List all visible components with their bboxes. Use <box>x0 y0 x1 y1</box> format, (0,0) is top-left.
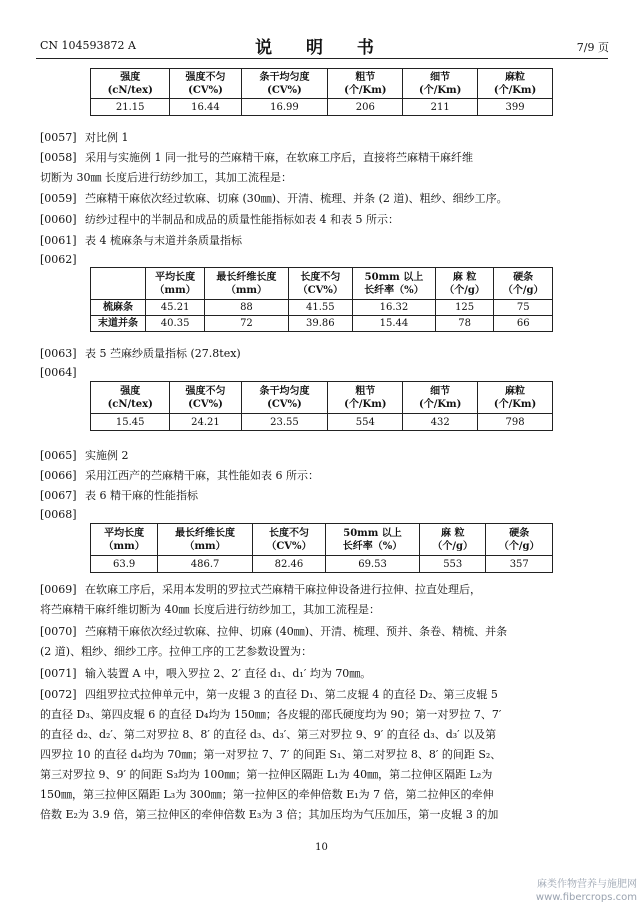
paragraph-0057 <box>40 128 610 148</box>
paragraph-text: 将苎麻精干麻纤维切断为 40㎜ 长度后进行纺纱加工，其加工流程是： <box>40 603 380 616</box>
paragraph-0067 <box>40 486 610 506</box>
table-header-cell: 细节 (个/Km) <box>403 382 478 414</box>
table-header-cell: 长度不匀 （CV%） <box>252 524 325 556</box>
page-indicator: 7/9 页 <box>576 41 609 54</box>
table-header-cell: 粗节 (个/Km) <box>328 69 403 99</box>
table-cell: 399 <box>478 99 553 116</box>
paragraph-tag: [0065] <box>40 449 77 462</box>
paragraph-tag: [0066] <box>40 469 77 482</box>
table-5-yarn-quality <box>90 381 553 431</box>
paragraph-0065 <box>40 446 610 466</box>
paragraph-tag: [0062] <box>40 253 77 266</box>
paragraph-0071 <box>40 664 610 684</box>
table-cell: 15.44 <box>353 316 436 332</box>
paragraph-tag: [0070] <box>40 625 77 638</box>
table-header-cell: 强度 (cN/tex) <box>91 382 170 414</box>
paragraph-text: 苎麻精干麻依次经过软麻、切麻 (30㎜)、开清、梳理、并条 (2 道)、粗纱、细纱工序。 <box>85 192 508 205</box>
paragraph-0063 <box>40 344 610 364</box>
paragraph-0059 <box>40 189 610 209</box>
table-header-cell: 平均长度 （mm） <box>146 268 205 300</box>
paragraph-tag: [0059] <box>40 192 77 205</box>
table-header-cell: 长度不匀 （CV%） <box>288 268 352 300</box>
table-cell: 39.86 <box>288 316 352 332</box>
table-header-cell: 平均长度 （mm） <box>91 524 158 556</box>
paragraph-tag: [0058] <box>40 151 77 164</box>
paragraph-0069 <box>40 580 610 620</box>
paragraph-text: 苎麻精干麻依次经过软麻、拉伸、切麻 (40㎜)、开清、梳理、预并、条卷、精梳、并条 <box>85 625 508 638</box>
page-number: 10 <box>315 842 328 853</box>
table-cell: 16.32 <box>353 300 436 316</box>
table-cell: 66 <box>494 316 553 332</box>
table-cell: 82.46 <box>252 556 325 573</box>
table-header-cell: 细节 (个/Km) <box>403 69 478 99</box>
watermark <box>536 878 637 904</box>
table-cell: 72 <box>205 316 288 332</box>
table-caption: 表 5 苎麻纱质量指标 (27.8tex) <box>85 347 241 360</box>
table-header-cell: 强度 (cN/tex) <box>91 69 170 99</box>
table-row <box>91 316 553 332</box>
table-header-cell: 最长纤维长度 （mm） <box>158 524 253 556</box>
table-cell: 432 <box>403 414 478 431</box>
table-cell: 125 <box>435 300 494 316</box>
paragraph-text: 倍数 E₂为 3.9 倍，第三拉伸区的牵伸倍数 E₃为 3 倍；其加压均为气压加压，第一皮辊 3 的加 <box>40 808 499 821</box>
table-cell: 75 <box>494 300 553 316</box>
paragraph-tag: [0067] <box>40 489 77 502</box>
table-top-yarn-quality <box>90 68 553 116</box>
table-header-cell: 麻 粒 （个/g） <box>420 524 486 556</box>
table-header-cell: 硬条 （个/g） <box>486 524 553 556</box>
table-header-cell: 麻粒 (个/Km) <box>478 382 553 414</box>
paragraph-tag: [0068] <box>40 508 77 521</box>
table-header-cell: 强度不匀 (CV%) <box>170 382 241 414</box>
table-header-cell: 最长纤维长度 （mm） <box>205 268 288 300</box>
table-cell: 78 <box>435 316 494 332</box>
table-cell: 40.35 <box>146 316 205 332</box>
table-cell: 21.15 <box>91 99 170 116</box>
table-header-cell: 硬条 （个/g） <box>494 268 553 300</box>
paragraph-0068 <box>40 505 610 525</box>
table-cell: 553 <box>420 556 486 573</box>
table-4-sliver-quality <box>90 267 553 332</box>
table-header-cell: 条干均匀度 (CV%) <box>241 69 328 99</box>
paragraph-tag: [0071] <box>40 667 77 680</box>
table-header-cell: 50mm 以上 长纤率（%） <box>326 524 420 556</box>
table-header-cell: 麻 粒 （个/g） <box>435 268 494 300</box>
table-header-cell <box>91 268 146 300</box>
paragraph-text: 切断为 30㎜ 长度后进行纺纱加工，其加工流程是： <box>40 171 292 184</box>
table-row <box>91 414 553 431</box>
table-6-fiber-properties <box>90 523 553 573</box>
table-cell: 357 <box>486 556 553 573</box>
table-cell: 554 <box>328 414 403 431</box>
watermark-site-name: 麻类作物营养与施肥网 <box>537 879 637 890</box>
table-cell: 211 <box>403 99 478 116</box>
paragraph-text: 输入装置 A 中，喂入罗拉 2、2′ 直径 d₁、d₁′ 均为 70㎜。 <box>85 667 372 680</box>
paragraph-0064 <box>40 363 610 383</box>
paragraph-0061 <box>40 231 610 251</box>
page-title: 说 明 书 <box>255 38 388 58</box>
paragraph-text: 对比例 1 <box>85 131 129 144</box>
paragraph-0070 <box>40 622 610 662</box>
table-caption: 表 4 梳麻条与末道并条质量指标 <box>85 234 242 247</box>
table-cell: 206 <box>328 99 403 116</box>
table-cell: 69.53 <box>326 556 420 573</box>
table-cell: 16.44 <box>170 99 241 116</box>
paragraph-tag: [0061] <box>40 234 77 247</box>
paragraph-text: 采用与实施例 1 同一批号的苎麻精干麻，在软麻工序后，直接将苎麻精干麻纤维 <box>85 151 473 164</box>
table-header-cell: 条干均匀度 (CV%) <box>241 382 328 414</box>
paragraph-tag: [0064] <box>40 366 77 379</box>
paragraph-tag: [0060] <box>40 213 77 226</box>
paragraph-tag: [0072] <box>40 688 77 701</box>
paragraph-0066 <box>40 466 610 486</box>
table-header-cell: 强度不匀 (CV%) <box>170 69 241 99</box>
table-cell: 24.21 <box>170 414 241 431</box>
paragraph-0072 <box>40 685 610 825</box>
table-header-cell: 粗节 (个/Km) <box>328 382 403 414</box>
table-cell: 45.21 <box>146 300 205 316</box>
row-label: 末道并条 <box>91 316 146 332</box>
paragraph-text: 在软麻工序后，采用本发明的罗拉式苎麻精干麻拉伸设备进行拉伸、拉直处理后， <box>85 583 481 596</box>
paragraph-tag: [0063] <box>40 347 77 360</box>
header-divider <box>36 58 608 59</box>
table-cell: 23.55 <box>241 414 328 431</box>
table-caption: 表 6 精干麻的性能指标 <box>85 489 198 502</box>
table-cell: 63.9 <box>91 556 158 573</box>
table-cell: 41.55 <box>288 300 352 316</box>
table-cell: 88 <box>205 300 288 316</box>
watermark-url: www.fibercrops.com <box>535 892 637 903</box>
paragraph-tag: [0057] <box>40 131 77 144</box>
table-header-cell: 麻粒 (个/Km) <box>478 69 553 99</box>
document-number: CN 104593872 A <box>40 39 136 52</box>
paragraph-text: 的直径 D₃、第四皮辊 6 的直径 D₄均为 150㎜；各皮辊的邵氏硬度均为 90；第一对罗拉 7、7′ <box>40 708 502 721</box>
table-row <box>91 556 553 573</box>
paragraph-text: 第三对罗拉 9、9′ 的间距 S₃均为 100㎜；第一拉伸区隔距 L₁为 40㎜，第二拉伸区隔距 L₂为 <box>40 768 493 781</box>
paragraph-0060 <box>40 210 610 230</box>
row-label: 梳麻条 <box>91 300 146 316</box>
table-cell: 486.7 <box>158 556 253 573</box>
paragraph-text: 纺纱过程中的半制品和成品的质量性能指标如表 4 和表 5 所示： <box>85 213 399 226</box>
paragraph-text: 实施例 2 <box>85 449 129 462</box>
paragraph-text: 150㎜，第三拉伸区隔距 L₃为 300㎜；第一拉伸区的牵伸倍数 E₁为 7 倍，第二拉伸区的牵伸 <box>40 788 494 801</box>
paragraph-text: 的直径 d₂、d₂′、第二对罗拉 8、8′ 的直径 d₃、d₃′、第三对罗拉 9、9′ 的直径 d₃、d₃′ 以及第 <box>40 728 497 741</box>
table-cell: 15.45 <box>91 414 170 431</box>
paragraph-text: 四罗拉 10 的直径 d₄均为 70㎜；第一对罗拉 7、7′ 的间距 S₁、第二对罗拉 8、8′ 的间距 S₂、 <box>40 748 502 761</box>
table-header-cell: 50mm 以上 长纤率（%） <box>353 268 436 300</box>
table-cell: 798 <box>478 414 553 431</box>
paragraph-0058 <box>40 148 610 188</box>
paragraph-tag: [0069] <box>40 583 77 596</box>
table-row <box>91 300 553 316</box>
paragraph-text: 四组罗拉式拉伸单元中，第一皮辊 3 的直径 D₁、第二皮辊 4 的直径 D₂、第三皮辊 5 <box>85 688 498 701</box>
paragraph-text: (2 道)、粗纱、细纱工序。拉伸工序的工艺参数设置为： <box>40 645 313 658</box>
table-cell: 16.99 <box>241 99 328 116</box>
paragraph-text: 采用江西产的苎麻精干麻，其性能如表 6 所示： <box>85 469 319 482</box>
table-row <box>91 99 553 116</box>
